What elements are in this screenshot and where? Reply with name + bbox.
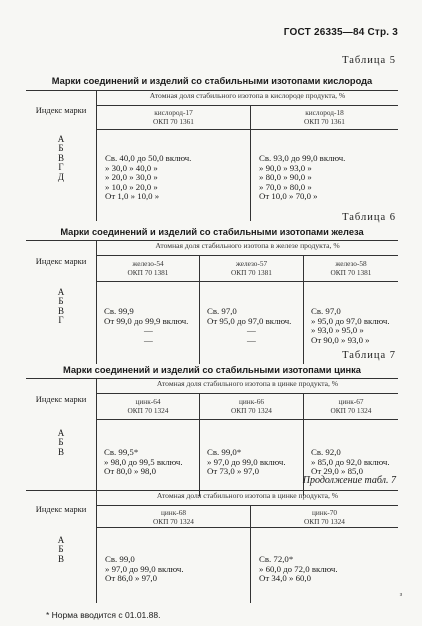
table6-super-head: Атомная доля стабильного изотопа в железе продукта, % bbox=[97, 241, 399, 256]
table7b bbox=[26, 490, 398, 603]
table7-number: Таблица 7 bbox=[342, 350, 396, 361]
table5-col-oxygen18: кислород-18 ОКП 70 1361 bbox=[251, 106, 399, 130]
table6 bbox=[26, 240, 398, 364]
table7b-col-zinc70: цинк-70 ОКП 70 1324 bbox=[251, 506, 399, 528]
corner-mark: з bbox=[399, 592, 402, 598]
table7-index-head: Индекс марки bbox=[26, 379, 97, 420]
table7b-index-list: А Б В bbox=[26, 528, 97, 603]
table7b-note: Продолжение табл. 7 bbox=[302, 475, 396, 486]
table7-col-zinc66: цинк-66 ОКП 70 1324 bbox=[200, 394, 304, 420]
table7-col-zinc67: цинк-67 ОКП 70 1324 bbox=[304, 394, 399, 420]
table5 bbox=[26, 90, 398, 221]
footnote: * Норма вводится с 01.01.88. bbox=[46, 610, 161, 620]
table7b-col-zinc68: цинк-68 ОКП 70 1324 bbox=[97, 506, 251, 528]
table5-index-head: Индекс марки bbox=[26, 91, 97, 130]
table6-col-iron54: железо-54 ОКП 70 1381 bbox=[97, 256, 200, 282]
table7-title: Марки соединений и изделий со стабильными изотопами цинка bbox=[63, 365, 361, 375]
table6-col-iron58: железо-58 ОКП 70 1381 bbox=[304, 256, 399, 282]
table7b-values-zinc70: Св. 72,0* » 60,0 до 72,0 включ. От 34,0 » 60,0 bbox=[259, 554, 338, 583]
table7-index-list: А Б В bbox=[26, 420, 97, 496]
table5-index-list: А Б В Г Д bbox=[26, 130, 97, 221]
table6-number: Таблица 6 bbox=[342, 212, 396, 223]
table7-values-zinc64: Св. 99,5* » 98,0 до 99,5 включ. От 80,0 » 98,0 bbox=[97, 420, 200, 496]
table5-values-oxygen18: Св. 93,0 до 99,0 включ. » 90,0 » 93,0 » » 80,0 » 90,0 » » 70,0 » 80,0 » От 10,0 » 70,0 » bbox=[259, 153, 346, 201]
table7-super-head: Атомная доля стабильного изотопа в цинке продукта, % bbox=[97, 379, 399, 394]
table7-col-zinc64: цинк-64 ОКП 70 1324 bbox=[97, 394, 200, 420]
table5-title: Марки соединений и изделий со стабильными изотопами кислорода bbox=[51, 76, 373, 86]
table5-number: Таблица 5 bbox=[342, 55, 396, 66]
table7b-index-head: Индекс марки bbox=[26, 491, 97, 528]
table6-index-list: А Б В Г bbox=[26, 282, 97, 365]
table6-index-head: Индекс марки bbox=[26, 241, 97, 282]
page-header: ГОСТ 26335—84 Стр. 3 bbox=[283, 27, 398, 38]
table7b-super-head: Атомная доля стабильного изотопа в цинке продукта, % bbox=[97, 491, 399, 506]
table6-col-iron57: железо-57 ОКП 70 1381 bbox=[200, 256, 304, 282]
table6-values-iron57: Св. 97,0 От 95,0 до 97,0 включ. — — bbox=[200, 282, 304, 365]
table6-values-iron54: Св. 99,9 От 99,0 до 99,9 включ. — — bbox=[97, 282, 200, 365]
table5-values-oxygen17: Св. 40,0 до 50,0 включ. » 30,0 » 40,0 » » 20,0 » 30,0 » » 10,0 » 20,0 » От 1,0 » 10,0 » bbox=[97, 130, 251, 221]
table7b-values-zinc68: Св. 99,0 » 97,0 до 99,0 включ. От 86,0 » 97,0 bbox=[97, 528, 251, 603]
table5-col-oxygen17: кислород-17 ОКП 70 1361 bbox=[97, 106, 251, 130]
table5-super-head: Атомная доля стабильного изотопа в кислороде продукта, % bbox=[97, 91, 399, 106]
table6-values-iron58: Св. 97,0 » 95,0 до 97,0 включ. » 93,0 » 95,0 » От 90,0 » 93,0 » bbox=[311, 306, 390, 345]
table6-title: Марки соединений и изделий со стабильными изотопами железа bbox=[60, 227, 364, 237]
table7-values-zinc66: Св. 99,0* » 97,0 до 99,0 включ. От 73,0 » 97,0 bbox=[200, 420, 304, 496]
table7-values-zinc67: Св. 92,0 » 85,0 до 92,0 включ. От 29,0 » 85,0 bbox=[311, 447, 390, 476]
